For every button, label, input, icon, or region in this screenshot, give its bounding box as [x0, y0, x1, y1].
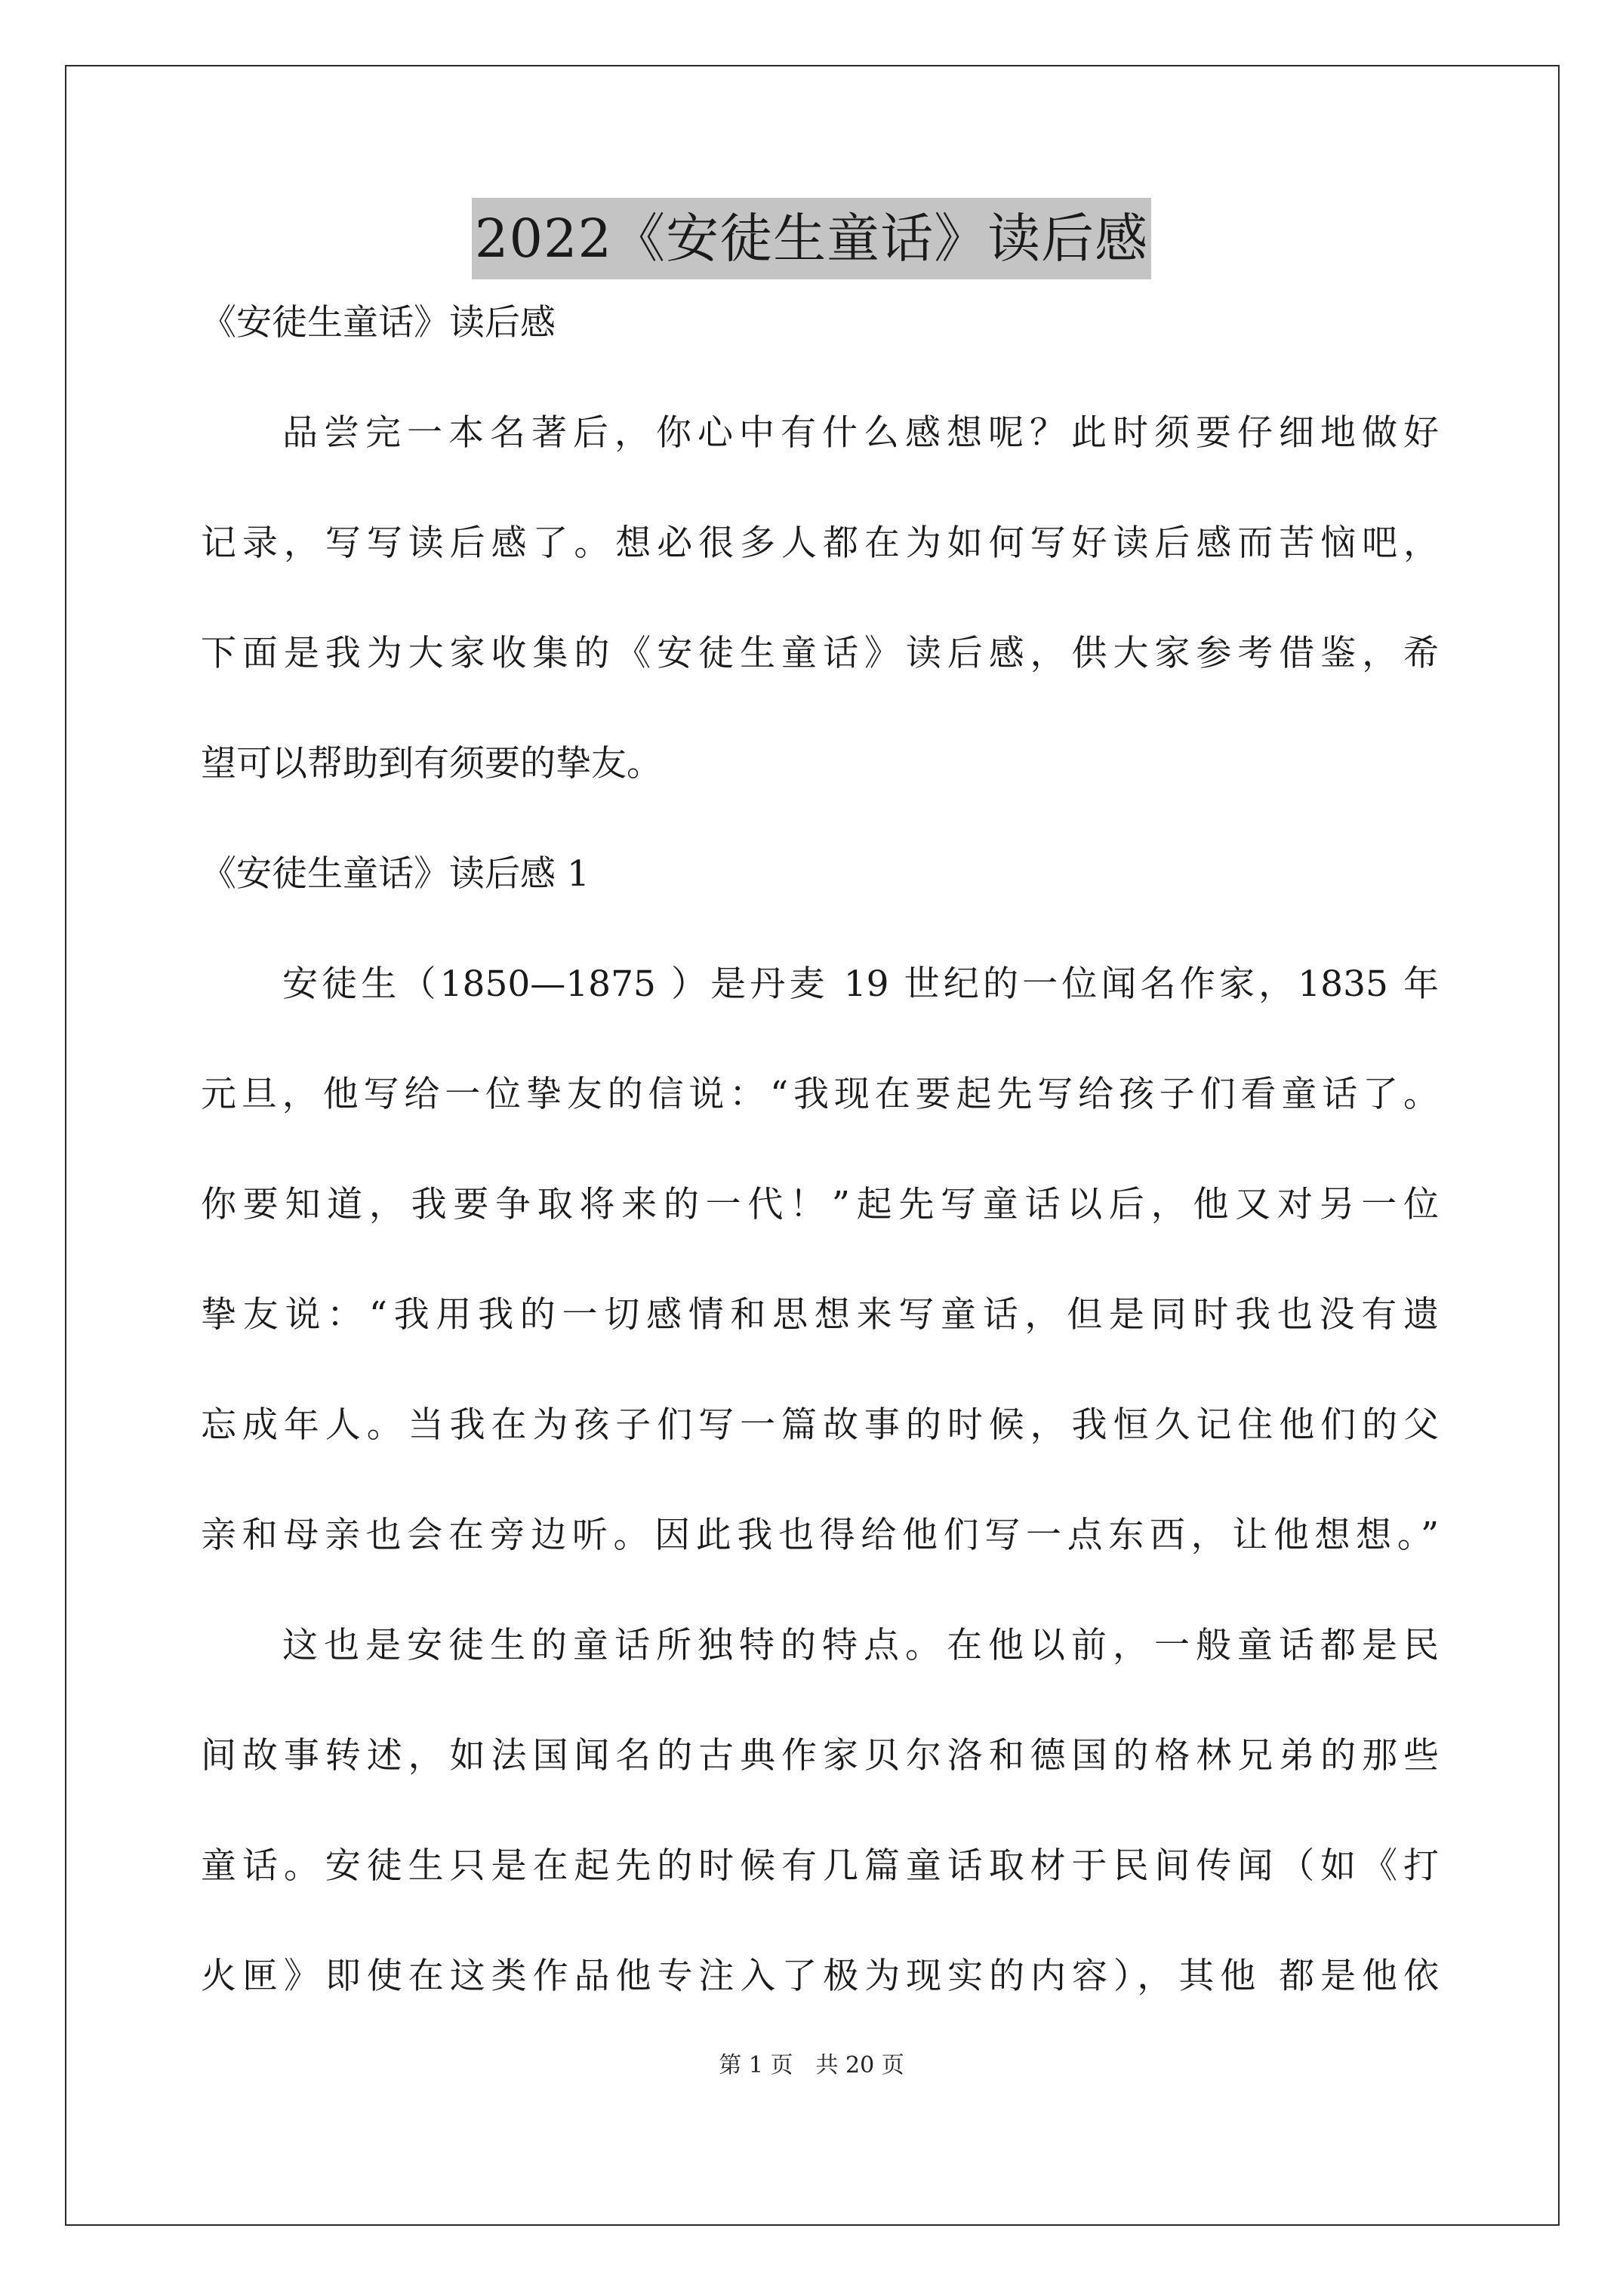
page-border	[65, 65, 1560, 2226]
body-line: 记录，写写读后感了。想必很多人都在为如何写好读后感而苦恼吧，	[201, 522, 1439, 564]
body-line: 火匣》即使在这类作品他专注入了极为现实的内容），其他 都是他依	[201, 1955, 1439, 1997]
body-line: 这也是安徒生的童话所独特的特点。在他以前，一般童话都是民	[282, 1625, 1439, 1666]
body-line: 元旦，他写给一位挚友的信说：“我现在要起先写给孩子们看童话了。	[201, 1074, 1439, 1115]
body-line: 下面是我为大家收集的《安徒生童话》读后感，供大家参考借鉴，希	[201, 633, 1439, 674]
title-container	[0, 198, 1623, 279]
body-line: 间故事转述，如法国闻名的古典作家贝尔洛和德国的格林兄弟的那些	[201, 1735, 1439, 1777]
body-line: 安徒生（1850—1875 ）是丹麦 19 世纪的一位闻名作家，1835 年	[282, 963, 1439, 1005]
body-line: 童话。安徒生只是在起先的时候有几篇童话取材于民间传闻（如《打	[201, 1845, 1439, 1887]
body-line: 亲和母亲也会在旁边听。因此我也得给他们写一点东西，让他想想。”	[201, 1515, 1439, 1556]
section-heading: 《安徒生童话》读后感 1	[201, 853, 590, 895]
body-line: 品尝完一本名著后，你心中有什么感想呢？此时须要仔细地做好	[282, 412, 1439, 454]
body-line: 你要知道，我要争取将来的一代！”起先写童话以后，他又对另一位	[201, 1184, 1439, 1225]
body-line: 挚友说：“我用我的一切感情和思想来写童话，但是同时我也没有遗	[201, 1294, 1439, 1336]
subtitle-line: 《安徒生童话》读后感	[201, 302, 556, 344]
document-title: 2022《安徒生童话》读后感	[472, 198, 1151, 279]
body-line: 忘成年人。当我在为孩子们写一篇故事的时候，我恒久记住他们的父	[201, 1404, 1439, 1446]
page-footer: 第 1 页 共 20 页	[719, 2052, 904, 2079]
body-line: 望可以帮助到有须要的挚友。	[201, 743, 662, 784]
